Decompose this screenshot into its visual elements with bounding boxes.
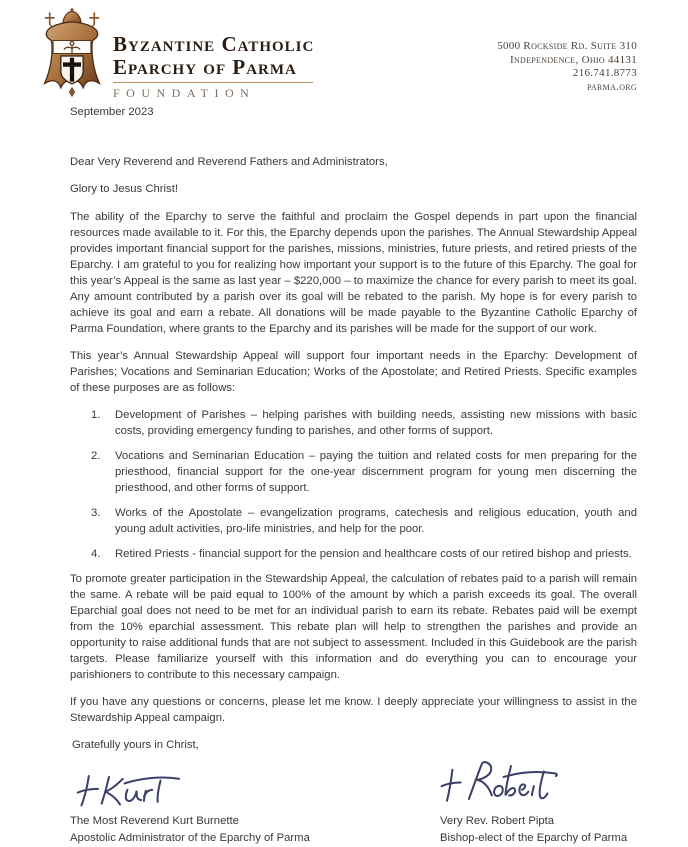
list-item-text: Retired Priests - financial support for the pension and healthcare costs of our retired bishop and priests. xyxy=(115,548,632,560)
list-item-number: 3. xyxy=(91,507,101,519)
paragraph-questions: If you have any questions or concerns, please let me know. I deeply appreciate your willingness to assist in the Stewardship Appeal campaign. xyxy=(70,696,637,724)
address-phone: 216.741.8773 xyxy=(572,67,637,79)
salutation: Dear Very Reverend and Reverend Fathers and Administrators, xyxy=(70,156,388,168)
closing-line: Gratefully yours in Christ, xyxy=(72,739,199,751)
list-item-text: Vocations and Seminarian Education – paying the tuition and related costs for men preparing for the priesthood, financial support for the one-year discernment program for young men discerning the priesthood, and other forms of support. xyxy=(115,450,637,494)
signatory-left xyxy=(70,813,440,846)
list-item xyxy=(70,448,637,496)
list-item xyxy=(70,505,637,537)
greeting: Glory to Jesus Christ! xyxy=(70,183,178,195)
list-item xyxy=(70,407,637,439)
list-item-text: Works of the Apostolate – evangelization programs, catechesis and religious education, youth and young adult activities, pro-life ministries, and help for the poor. xyxy=(115,507,637,535)
address-website: parma.org xyxy=(586,80,637,93)
list-item-number: 2. xyxy=(91,450,101,462)
letterhead-address xyxy=(497,40,637,94)
list-item-number: 4. xyxy=(91,548,101,560)
list-item-number: 1. xyxy=(91,409,101,421)
paragraph-appeal-overview: The ability of the Eparchy to serve the faithful and proclaim the Gospel depends in part upon the financial resources made available to it. For this, the Eparchy depends upon the parishes. The Annual Stewardship Appeal provides important financial support for the parishes, missions, ministries, future priests, and retired priests of the Eparchy. I am grateful to you for realizing how important your support is to the future of this Eparchy. The goal for this year’s Appeal is the same as last year – $220,000 – to maximize the chance for every parish to meet its goal. Any amount contributed by a parish over its goal will be rebated to the parish. My hope is for every parish to achieve its goal and earn a rebate. All donations will be made payable to the Byzantine Catholic Eparchy of Parma Foundation, where grants to the Eparchy and its parishes will be made for the support of our work. xyxy=(70,211,637,335)
org-name xyxy=(113,33,325,101)
address-street: 5000 Rockside Rd. Suite 310 xyxy=(497,40,637,52)
letterhead-divider xyxy=(113,82,313,83)
paragraph-rebates: To promote greater participation in the Stewardship Appeal, the calculation of rebates paid to a parish will remain the same. A rebate will be paid equal to 100% of the amount by which a parish exceeds its goal. The overall Eparchial goal does not need to be met for an individual parish to earn its rebate. Rebates paid will be exempt from the 10% eparchial assessment. This rebate plan will help to strengthen the parishes and provide an opportunity to raise additional funds that are not subject to assessment. Included in this Guidebook are the parish targets. Please familiarize yourself with this information and do everything you can to encourage your parishioners to contribute to this necessary campaign. xyxy=(70,573,637,681)
robert-signature-image xyxy=(436,755,564,815)
signatory-name: The Most Reverend Kurt Burnette xyxy=(70,815,239,827)
org-name-line2: Eparchy of Parma xyxy=(113,55,297,79)
org-name-line1: Byzantine Catholic xyxy=(113,32,315,56)
signatory-name: Very Rev. Robert Pipta xyxy=(440,815,555,827)
signatory-names xyxy=(70,813,637,846)
paragraph-four-needs: This year’s Annual Stewardship Appeal will support four important needs in the Eparchy: Development of Parishes; Vocations and Seminarian Education; Works of the Apostolate; and Retired Priests. Specific examples of these purposes are as follows: xyxy=(70,350,637,394)
signatory-right xyxy=(440,813,627,846)
letter-body xyxy=(70,104,637,846)
org-subtitle: FOUNDATION xyxy=(113,86,256,100)
letter-date: September 2023 xyxy=(70,106,154,118)
list-item xyxy=(70,546,637,562)
kurt-signature-image xyxy=(72,765,192,816)
signature-area xyxy=(70,755,637,813)
list-item-text: Development of Parishes – helping parishes with building needs, assisting new missions with basic costs, providing emergency funding to parishes, and other forms of support. xyxy=(115,409,637,437)
address-city: Independence, Ohio 44131 xyxy=(510,53,637,66)
signatory-title: Bishop-elect of the Eparchy of Parma xyxy=(440,831,628,844)
needs-list xyxy=(70,407,637,562)
signatory-title: Apostolic Administrator of the Eparchy of Parma xyxy=(70,831,310,844)
eparchy-crest-logo xyxy=(28,8,116,104)
